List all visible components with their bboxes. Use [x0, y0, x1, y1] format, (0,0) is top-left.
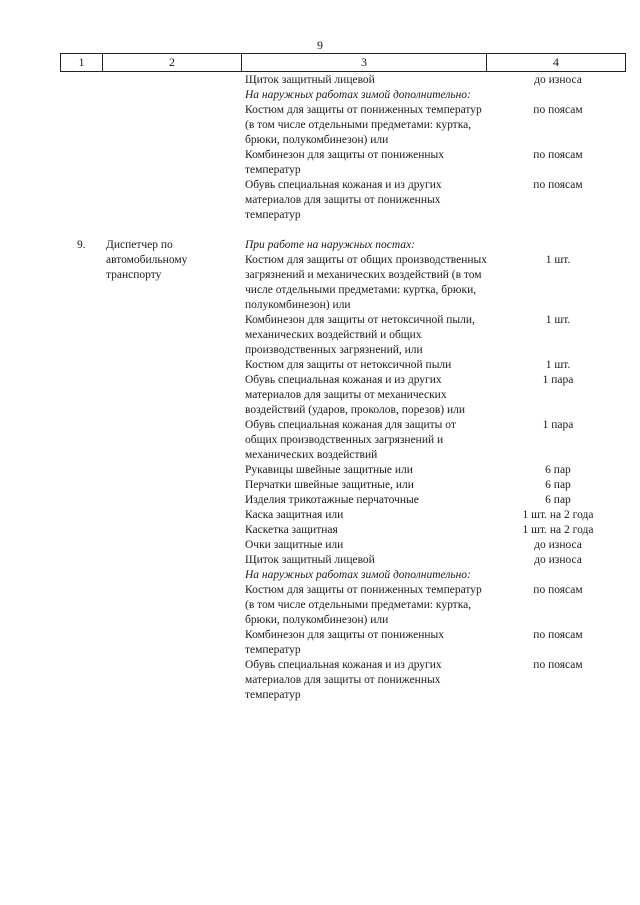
header-col-4: 4: [553, 55, 559, 69]
table-row: [245, 418, 625, 463]
table-row: [245, 313, 625, 358]
item-name: Перчатки швейные защитные, или: [245, 479, 414, 491]
item-name: Костюм для защиты от нетоксичной пыли: [245, 359, 452, 371]
continued-row: [0, 73, 640, 223]
item-name: Щиток защитный лицевой: [245, 554, 375, 566]
table-row: [245, 523, 625, 538]
item-name: Костюм для защиты от пониженных температур (в том числе отдельными предметами: куртка, брюки, полукомбинезон) или: [245, 584, 482, 626]
item-qty: 1 шт.: [545, 314, 571, 326]
table-row: [245, 493, 625, 508]
item-name: Обувь специальная кожаная и из других материалов для защиты от пониженных температур: [245, 659, 442, 701]
winter-heading: На наружных работах зимой дополнительно:: [245, 89, 471, 101]
table-row: [245, 373, 625, 418]
item-qty: по поясам: [533, 179, 583, 191]
continued-items: [245, 73, 625, 223]
item-qty: 6 пар: [545, 494, 571, 506]
item-qty: 1 пара: [542, 419, 574, 431]
table-row: [245, 178, 625, 223]
item-name: Комбинезон для защиты от пониженных температур: [245, 149, 444, 176]
table-row: [245, 148, 625, 178]
item-qty: по поясам: [533, 659, 583, 671]
item-qty: 6 пар: [545, 479, 571, 491]
table-row: [245, 478, 625, 493]
item-qty: 1 пара: [542, 374, 574, 386]
item-qty: 1 шт. на 2 года: [522, 509, 594, 521]
row-9: [0, 238, 640, 703]
item-qty: 1 шт.: [545, 254, 571, 266]
job-title: Диспетчер по автомобильному транспорту: [106, 239, 188, 281]
item-name: Костюм для защиты от общих производственных загрязнений и механических воздействий (в том числе отдельными предметами: куртка, брюки, полукомбинезон) или: [245, 254, 487, 311]
row-9-items: [245, 238, 625, 703]
item-qty: 1 шт.: [545, 359, 571, 371]
header-col-1: 1: [61, 54, 103, 71]
item-qty: по поясам: [533, 104, 583, 116]
item-qty: до износа: [534, 554, 582, 566]
item-name: Обувь специальная кожаная и из других материалов для защиты от механических воздействий (ударов, проколов, порезов) или: [245, 374, 466, 416]
item-name: Изделия трикотажные перчаточные: [245, 494, 419, 506]
table-header: [60, 53, 626, 72]
header-col-3: 3: [242, 54, 487, 71]
item-qty: по поясам: [533, 629, 583, 641]
item-name: Каска защитная или: [245, 509, 344, 521]
item-qty: до износа: [534, 539, 582, 551]
table-row: [245, 658, 625, 703]
table-row: [245, 103, 625, 148]
item-name: Комбинезон для защиты от нетоксичной пыли, механических воздействий и общих производственных загрязнений, или: [245, 314, 475, 356]
header-col-2: 2: [103, 54, 242, 71]
item-name: Обувь специальная кожаная и из других материалов для защиты от пониженных температур: [245, 179, 442, 221]
table-row: [245, 508, 625, 523]
item-qty: до износа: [534, 74, 582, 86]
row-number: 9.: [77, 239, 86, 251]
table-row: [245, 628, 625, 658]
item-name: Рукавицы швейные защитные или: [245, 464, 413, 476]
table-row: [245, 583, 625, 628]
item-name: Комбинезон для защиты от пониженных температур: [245, 629, 444, 656]
item-name: Щиток защитный лицевой: [245, 74, 375, 86]
item-qty: по поясам: [533, 584, 583, 596]
table-row: [245, 253, 625, 313]
item-qty: 6 пар: [545, 464, 571, 476]
item-name: Очки защитные или: [245, 539, 344, 551]
table-row: [245, 538, 625, 553]
item-name: Костюм для защиты от пониженных температур (в том числе отдельными предметами: куртка, брюки, полукомбинезон) или: [245, 104, 482, 146]
item-name: Каскетка защитная: [245, 524, 338, 536]
table-row: [245, 73, 625, 88]
table-row: [245, 463, 625, 478]
item-qty: 1 шт. на 2 года: [522, 524, 594, 536]
winter-heading: На наружных работах зимой дополнительно:: [245, 569, 471, 581]
table-row: [245, 553, 625, 568]
table-body: [0, 73, 640, 703]
item-name: Обувь специальная кожаная для защиты от общих производственных загрязнений и механических воздействий: [245, 419, 456, 461]
page-number: 9: [317, 38, 323, 52]
item-qty: по поясам: [533, 149, 583, 161]
table-row: [245, 358, 625, 373]
outdoor-heading: При работе на наружных постах:: [245, 239, 415, 251]
